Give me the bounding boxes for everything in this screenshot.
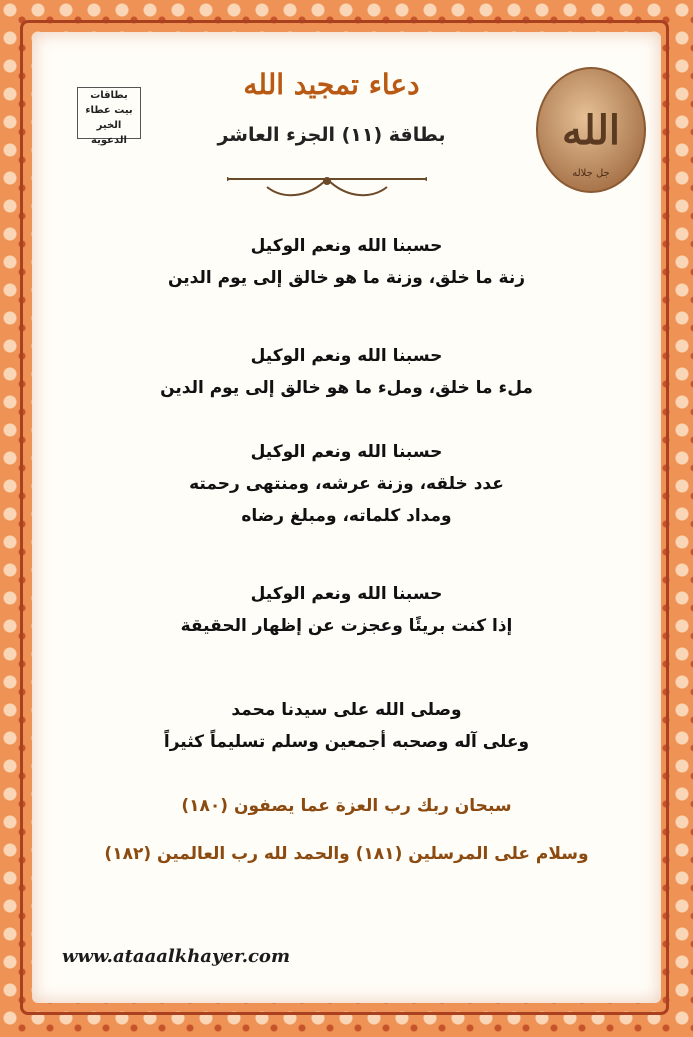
- website-url[interactable]: www.ataaalkhayer.com: [62, 946, 290, 967]
- section-heading: حسبنا الله ونعم الوكيل: [250, 442, 443, 462]
- card-subtitle: بطاقة (١١) الجزء العاشر: [217, 124, 446, 146]
- allah-medallion: [535, 66, 647, 194]
- quran-verse-1: سبحان ربك رب العزة عما يصفون (١٨٠): [181, 796, 512, 816]
- section-line: إذا كنت بريئًا وعجزت عن إظهار الحقيقة: [180, 616, 513, 636]
- stamp-line: الدعوية: [91, 135, 127, 146]
- dua-section-1: [72, 236, 621, 300]
- salawat-section: [72, 700, 621, 764]
- section-line: ملء ما خلق، وملء ما هو خالق إلى يوم الدين: [160, 378, 533, 398]
- section-line: عدد خلقه، وزنة عرشه، ومنتهى رحمته: [189, 474, 504, 494]
- publisher-stamp: [77, 87, 141, 146]
- dua-section-3: [72, 442, 621, 538]
- medallion-caption: جل جلاله: [572, 168, 610, 179]
- stamp-line: بيت عطاء الخير: [85, 105, 133, 131]
- dua-section-4: [72, 584, 621, 648]
- quran-verse-2: وسلام على المرسلين (١٨١) والحمد لله رب العالمين (١٨٢): [104, 844, 589, 864]
- section-line: وعلى آله وصحبه أجمعين وسلم تسليماً كثيراً: [163, 732, 530, 752]
- section-line: زنة ما خلق، وزنة ما هو خالق إلى يوم الدين: [168, 268, 525, 288]
- dua-card: [32, 32, 661, 1003]
- dua-section-2: [72, 346, 621, 410]
- medallion-text: الله: [562, 107, 620, 154]
- section-heading: وصلى الله على سيدنا محمد: [231, 700, 462, 720]
- section-heading: حسبنا الله ونعم الوكيل: [250, 584, 443, 604]
- section-heading: حسبنا الله ونعم الوكيل: [250, 236, 443, 256]
- card-title: دعاء تمجيد الله: [243, 68, 420, 101]
- ornament-divider: [227, 167, 427, 207]
- section-heading: حسبنا الله ونعم الوكيل: [250, 346, 443, 366]
- section-line: ومداد كلماته، ومبلغ رضاه: [241, 506, 452, 526]
- stamp-line: بطاقات: [90, 90, 128, 101]
